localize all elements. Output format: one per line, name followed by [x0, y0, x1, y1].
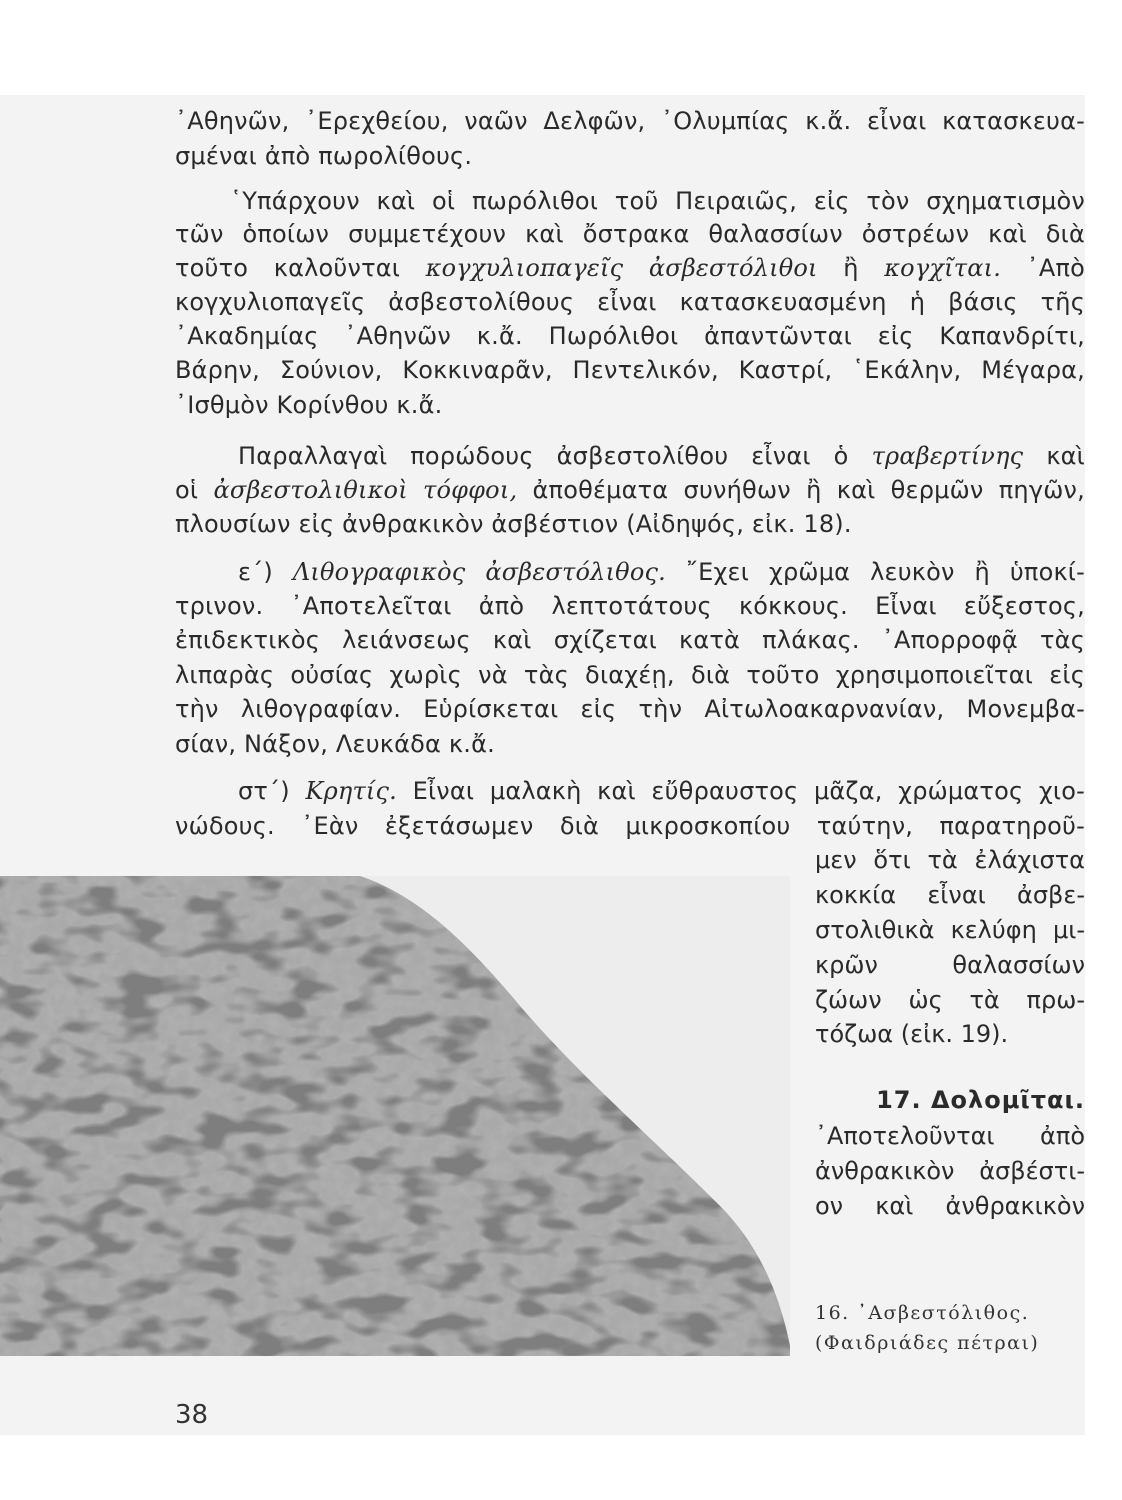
text-line: ἐπιδεκτικὸς λειάνσεως καὶ σχίζεται κατὰ πλάκας. ᾿Απορροφᾷ τὰς [175, 626, 1085, 654]
text-line: τῶν ὁποίων συμμετέχουν καὶ ὄστρακα θαλασσίων ὀστρέων καὶ διὰ [175, 220, 1085, 248]
text-line-mixed [238, 440, 1085, 472]
text-line: Βάρην, Σούνιον, Κοκκιναρᾶν, Πεντελικόν, Καστρί, ῾Εκάλην, Μέγαρα, [175, 356, 1085, 384]
text-line: τρινον. ᾿Αποτελεῖται ἀπὸ λεπτοτάτους κόκκους. Εἶναι εὔξεστος, [175, 592, 1085, 620]
text-span: Παραλλαγαὶ πορώδους ἀσβεστολίθου εἶναι ὁ [238, 442, 849, 470]
text-line-mixed [175, 474, 1085, 506]
text-line: νώδους. ᾿Εὰν ἐξετάσωμεν διὰ μικροσκοπίου ταύτην, παρατηροῦ- [175, 812, 1085, 840]
italic-term: τραβερτίνης [871, 442, 1024, 470]
text-span: οἱ [175, 476, 199, 504]
text-line: ᾿Ισθμὸν Κορίνθου κ.ἄ. [175, 391, 443, 419]
text-span: Εἶναι μαλακὴ καὶ εὔθραυστος μᾶζα, χρώματος χιο- [412, 777, 1085, 805]
text-span: ε΄) [238, 558, 273, 586]
italic-term: Λιθογραφικὸς ἀσβεστόλιθος. [292, 558, 666, 586]
rock-photo [0, 876, 790, 1356]
text-line: κρῶν θαλασσίων [815, 951, 1085, 979]
text-line: πλουσίων εἰς ἀνθρακικὸν ἀσβέστιον (Αἰδηψός, εἰκ. 18). [175, 510, 852, 538]
text-line: ᾿Αθηνῶν, ᾿Ερεχθείου, ναῶν Δελφῶν, ᾿Ολυμπίας κ.ἄ. εἶναι κατασκευα- [175, 107, 1085, 135]
italic-term: κογχῖται. [884, 254, 1002, 282]
text-line-mixed [238, 775, 1085, 807]
text-span: καὶ [1046, 442, 1085, 470]
text-line: τὴν λιθογραφίαν. Εὑρίσκεται εἰς τὴν Αἰτωλοακαρνανίαν, Μονεμβα- [175, 695, 1085, 723]
text-span: ἀποθέματα συνήθων ἢ καὶ θερμῶν πηγῶν, [532, 476, 1085, 504]
text-line: ῾Υπάρχουν καὶ οἱ πωρόλιθοι τοῦ Πειραιῶς, εἰς τὸν σχηματισμὸν [230, 187, 1085, 215]
text-line: ᾿Ακαδημίας ᾿Αθηνῶν κ.ἄ. Πωρόλιθοι ἀπαντῶνται εἰς Καπανδρίτι, [175, 322, 1085, 350]
text-span: τοῦτο καλοῦνται [175, 254, 401, 282]
text-line: ἀνθρακικὸν ἀσβέστι- [815, 1157, 1085, 1185]
italic-term: ἀσβεστολιθικοὶ τόφφοι, [213, 476, 518, 504]
figure-caption: 16. ᾿Ασβεστόλιθος. [815, 1302, 1030, 1324]
italic-term: Κρητίς. [305, 777, 398, 805]
italic-term: κογχυλιοπαγεῖς ἀσβεστόλιθοι [425, 254, 818, 282]
text-line: τόζωα (εἰκ. 19). [815, 1020, 1009, 1048]
page-number: 38 [175, 1400, 209, 1430]
text-span: στ΄) [238, 777, 290, 805]
text-line: ον καὶ ἀνθρακικὸν [815, 1192, 1085, 1220]
text-span: ᾿Απὸ [1026, 254, 1085, 282]
text-line: κοκκία εἶναι ἀσβε- [815, 881, 1085, 909]
text-span: ἢ [843, 254, 859, 282]
text-line: σμέναι ἀπὸ πωρολίθους. [175, 142, 473, 170]
section-heading: 17. Δολομῖται. [876, 1086, 1085, 1114]
text-line: κογχυλιοπαγεῖς ἀσβεστολίθους εἶναι κατασκευασμένη ἡ βάσις τῆς [175, 288, 1085, 316]
text-line: λιπαρὰς οὐσίας χωρὶς νὰ τὰς διαχέῃ, διὰ τοῦτο χρησιμοποιεῖται εἰς [175, 661, 1085, 689]
text-line-mixed [175, 252, 1085, 284]
text-span: ῎Εχει χρῶμα λευκὸν ἢ ὑποκί- [685, 558, 1085, 586]
text-line: στολιθικὰ κελύφη μι- [815, 916, 1085, 944]
text-line: μεν ὅτι τὰ ἐλάχιστα [815, 846, 1085, 874]
text-line-mixed [238, 556, 1085, 588]
text-line: ζώων ὡς τὰ πρω- [815, 986, 1085, 1014]
text-line: σίαν, Νάξον, Λευκάδα κ.ἄ. [175, 730, 495, 758]
text-line: ᾿Αποτελοῦνται ἀπὸ [815, 1122, 1085, 1150]
figure-caption: (Φαιδριάδες πέτραι) [815, 1332, 1040, 1354]
